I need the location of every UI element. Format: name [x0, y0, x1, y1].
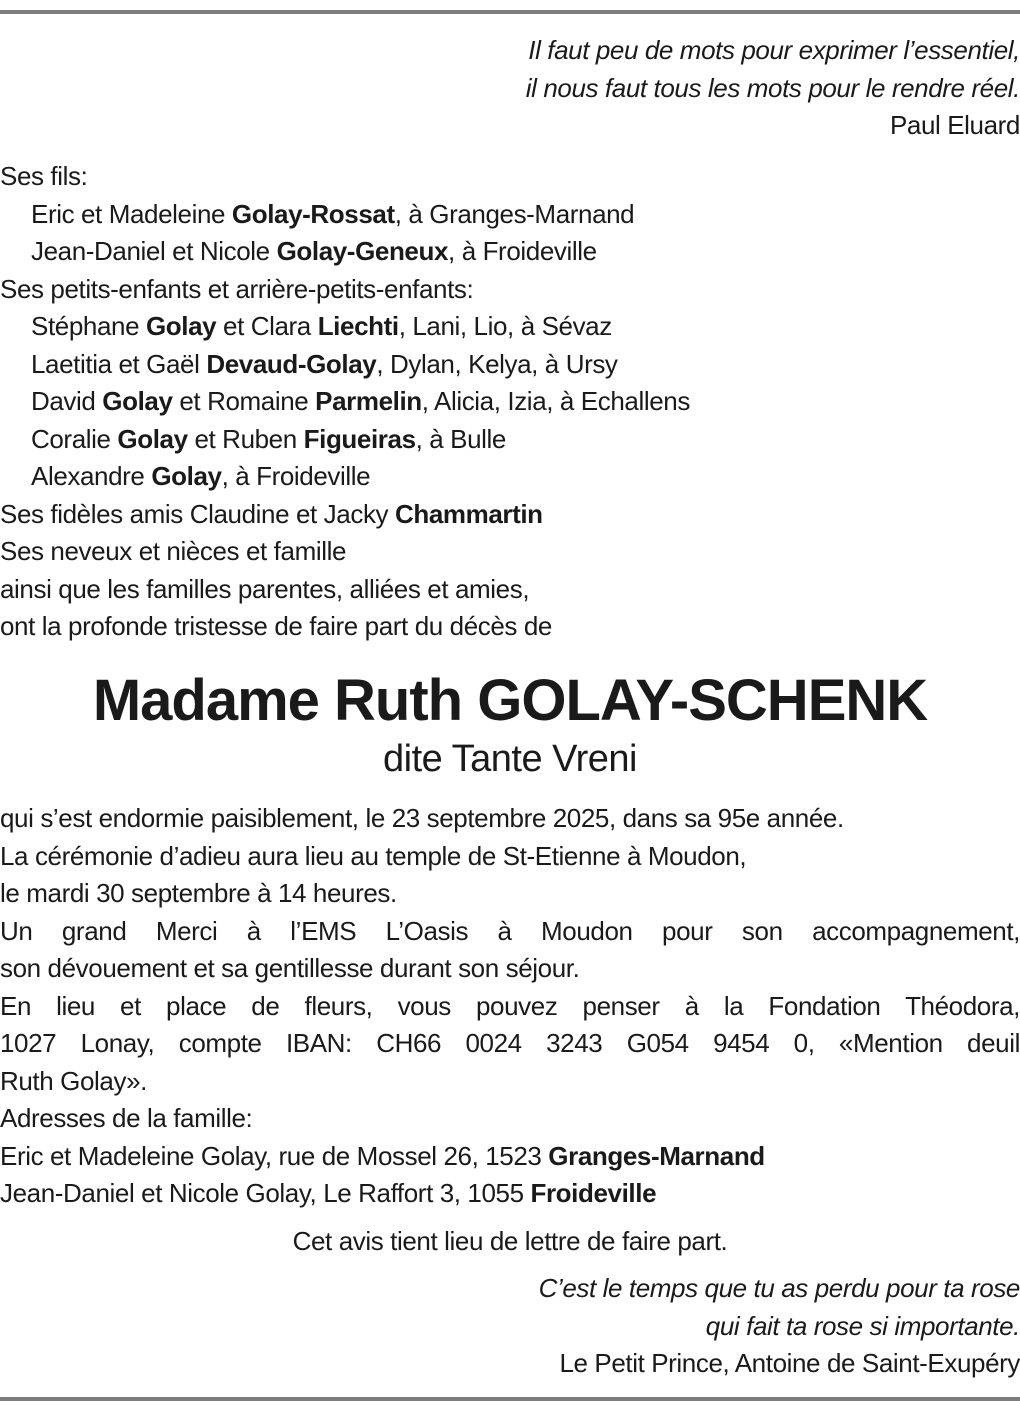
- family-name: Figueiras: [303, 423, 416, 454]
- list-item: [0, 383, 1020, 421]
- quote-line: qui fait ta rose si importante.: [705, 1310, 1020, 1341]
- family-name: Liechti: [317, 311, 399, 341]
- list-item: [0, 346, 1020, 384]
- notice-body: [0, 800, 1020, 1213]
- list-item: [0, 421, 1020, 459]
- family-name: Golay: [145, 311, 217, 341]
- families-line: ainsi que les familles parentes, alliées et amies,: [0, 573, 530, 604]
- body-line: La cérémonie d’adieu aura lieu au temple de St-Etienne à Moudon,: [0, 840, 747, 871]
- text: Laetitia et Gaël: [31, 348, 207, 379]
- text: , à Granges-Marnand: [394, 198, 635, 229]
- bottom-divider: [0, 1397, 1020, 1401]
- text: et Romaine: [172, 386, 316, 416]
- text: , à Froideville: [221, 461, 371, 491]
- closing-line: Cet avis tient lieu de lettre de faire part.: [292, 1226, 728, 1256]
- text: Coralie: [31, 423, 118, 454]
- text: , Dylan, Kelya, à Ursy: [376, 348, 618, 379]
- locality: Granges-Marnand: [548, 1140, 765, 1171]
- text: et Ruben: [187, 423, 304, 454]
- family-name: Chammartin: [394, 498, 543, 529]
- text: Jean-Daniel et Nicole: [31, 236, 277, 266]
- quote-author: Le Petit Prince, Antoine de Saint-Exupéry: [559, 1348, 1020, 1378]
- quote-author: Paul Eluard: [889, 110, 1020, 140]
- top-divider: [0, 10, 1020, 14]
- body-line: Un grand Merci à l’EMS L’Oasis à Moudon pour son accompagnement,: [0, 915, 1020, 946]
- sons-heading: Ses fils:: [0, 161, 88, 191]
- address-line: [0, 1138, 1020, 1176]
- text: Ses fidèles amis Claudine et Jacky: [0, 498, 395, 529]
- text: David: [31, 386, 103, 416]
- family-name: Golay: [102, 386, 173, 416]
- text: , Lani, Lio, à Sévaz: [398, 311, 612, 341]
- text: Stéphane: [31, 311, 146, 341]
- deceased-name: Madame Ruth GOLAY-SCHENK: [92, 668, 928, 733]
- family-name: Golay: [117, 423, 188, 454]
- announcement-line: ont la profonde tristesse de faire part du décès de: [0, 611, 552, 641]
- family-name: Golay: [151, 461, 222, 491]
- opening-quote: [0, 32, 1020, 145]
- quote-line: il nous faut tous les mots pour le rendre réel.: [525, 72, 1020, 103]
- address-line: [0, 1175, 1020, 1213]
- body-line: En lieu et place de fleurs, vous pouvez penser à la Fondation Théodora,: [0, 990, 1020, 1021]
- text: Eric et Madeleine Golay, rue de Mossel 26, 1523: [0, 1140, 549, 1171]
- family-name: Devaud-Golay: [206, 348, 377, 379]
- list-item: [0, 308, 1020, 346]
- family-name: Parmelin: [315, 386, 422, 416]
- quote-line: C’est le temps que tu as perdu pour ta rose: [538, 1273, 1020, 1303]
- family-name: Golay-Rossat: [231, 198, 395, 229]
- quote-line: Il faut peu de mots pour exprimer l’essentiel,: [528, 35, 1020, 65]
- text: Alexandre: [31, 461, 152, 491]
- addresses-heading: Adresses de la famille:: [0, 1103, 253, 1133]
- closing-note: [0, 1223, 1020, 1261]
- friends-line: [0, 496, 1020, 534]
- text: et Clara: [216, 311, 318, 341]
- family-name: Golay-Geneux: [276, 236, 449, 266]
- body-line: son dévouement et sa gentillesse durant son séjour.: [0, 953, 580, 983]
- body-line: le mardi 30 septembre à 14 heures.: [0, 878, 397, 908]
- locality: Froideville: [530, 1178, 657, 1208]
- text: , à Froideville: [448, 236, 597, 266]
- list-item: [0, 233, 1020, 271]
- text: , Alicia, Izia, à Echallens: [421, 386, 690, 416]
- nephews-line: Ses neveux et nièces et famille: [0, 536, 347, 566]
- text: Jean-Daniel et Nicole Golay, Le Raffort 3, 1055: [0, 1178, 531, 1208]
- grandchildren-heading: Ses petits-enfants et arrière-petits-enfants:: [0, 273, 474, 304]
- deceased-nickname: dite Tante Vreni: [383, 738, 637, 780]
- text: , à Bulle: [415, 423, 506, 454]
- closing-quote: [0, 1270, 1020, 1383]
- list-item: [0, 196, 1020, 234]
- body-line: 1027 Lonay, compte IBAN: CH66 0024 3243 G054 9454 0, «Mention deuil: [0, 1028, 1020, 1058]
- body-line: qui s’est endormie paisiblement, le 23 septembre 2025, dans sa 95e année.: [0, 803, 844, 833]
- family-list: [0, 158, 1020, 646]
- text: Eric et Madeleine: [31, 198, 232, 229]
- list-item: [0, 458, 1020, 496]
- body-line: Ruth Golay».: [0, 1065, 147, 1096]
